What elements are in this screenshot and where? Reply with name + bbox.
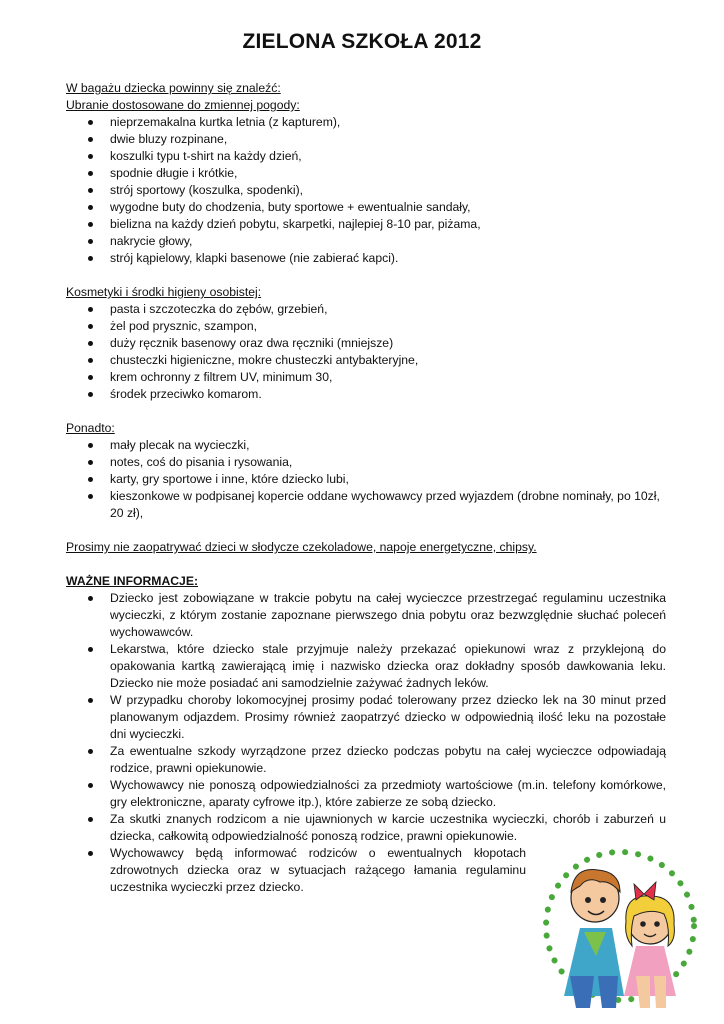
- list-item: kieszonkowe w podpisanej kopercie oddane wychowawcy przed wyjazdem (drobne nominały, po 10zł, 20 zł),: [66, 488, 666, 522]
- list-item: nakrycie głowy,: [66, 233, 666, 250]
- list-item: mały plecak na wycieczki,: [66, 437, 666, 454]
- kids-illustration: [540, 836, 700, 1008]
- clothes-list: [66, 114, 666, 267]
- list-item: duży ręcznik basenowy oraz dwa ręczniki (mniejsze): [66, 335, 666, 352]
- list-item: chusteczki higieniczne, mokre chusteczki antybakteryjne,: [66, 352, 666, 369]
- list-item: dwie bluzy rozpinane,: [66, 131, 666, 148]
- list-item: spodnie długie i krótkie,: [66, 165, 666, 182]
- list-item: Za skutki znanych rodzicom a nie ujawnionych w karcie uczestnika wycieczki, chorób i zaburzeń u dziecka, całkowitą odpowiedzialność ponoszą rodzice, prawni opiekunowie.: [66, 811, 666, 845]
- list-item: bielizna na każdy dzień pobytu, skarpetki, najlepiej 8-10 par, piżama,: [66, 216, 666, 233]
- hygiene-list: [66, 301, 666, 403]
- list-item: środek przeciwko komarom.: [66, 386, 666, 403]
- list-item: pasta i szczoteczka do zębów, grzebień,: [66, 301, 666, 318]
- document-body: [66, 80, 666, 896]
- list-item: karty, gry sportowe i inne, które dziecko lubi,: [66, 471, 666, 488]
- list-item: nieprzemakalna kurtka letnia (z kapturem),: [66, 114, 666, 131]
- list-item: strój sportowy (koszulka, spodenki),: [66, 182, 666, 199]
- list-item: notes, coś do pisania i rysowania,: [66, 454, 666, 471]
- list-item: strój kąpielowy, klapki basenowe (nie zabierać kapci).: [66, 250, 666, 267]
- list-item: krem ochronny z filtrem UV, minimum 30,: [66, 369, 666, 386]
- girl-figure: [624, 882, 676, 1008]
- extra-list: [66, 437, 666, 522]
- list-item: Dziecko jest zobowiązane w trakcie pobytu na całej wycieczce przestrzegać regulaminu uczestnika wycieczki, z którym zostanie zapoznane pierwszego dnia pobytu oraz bezwzględnie słuchać poleceń wychowawców.: [66, 590, 666, 641]
- luggage-intro: W bagażu dziecka powinny się znaleźć:: [66, 81, 281, 95]
- important-heading: WAŻNE INFORMACJE:: [66, 574, 199, 588]
- page-title: ZIELONA SZKOŁA 2012: [242, 30, 482, 53]
- clothes-heading: Ubranie dostosowane do zmiennej pogody:: [66, 98, 300, 112]
- sweets-request: Prosimy nie zaopatrywać dzieci w słodycze czekoladowe, napoje energetyczne, chipsy.: [66, 540, 537, 554]
- list-item: W przypadku choroby lokomocyjnej prosimy podać tolerowany przez dziecko lek na 30 minut przed planowanym odjazdem. Prosimy również zaopatrzyć dziecko w odpowiednią ilość leku na pozostałe dni wycieczki.: [66, 692, 666, 743]
- hygiene-heading: Kosmetyki i środki higieny osobistej:: [66, 285, 262, 299]
- extra-heading: Ponadto:: [66, 421, 115, 435]
- list-item: Lekarstwa, które dziecko stale przyjmuje należy przekazać opiekunowi wraz z przyklejoną do opakowania kartką zawierającą imię i nazwisko dziecka oraz dokładny sposób dawkowania leku. Dziecko nie może posiadać ani samodzielnie zażywać żadnych leków.: [66, 641, 666, 692]
- list-item: koszulki typu t-shirt na każdy dzień,: [66, 148, 666, 165]
- boy-figure: [564, 869, 624, 1008]
- list-item: Wychowawcy będą informować rodziców o ewentualnych kłopotach zdrowotnych dziecka oraz w sytuacjach rażącego łamania regulaminu uczestnika wycieczki przez dziecko.: [66, 845, 666, 896]
- list-item: wygodne buty do chodzenia, buty sportowe + ewentualnie sandały,: [66, 199, 666, 216]
- list-item: Wychowawcy nie ponoszą odpowiedzialności za przedmioty wartościowe (m.in. telefony komórkowe, gry elektroniczne, aparaty cyfrowe itp.), które zabierze ze sobą dziecko.: [66, 777, 666, 811]
- list-item: Za ewentualne szkody wyrządzone przez dziecko podczas pobytu na całej wycieczce odpowiadają rodzice, prawni opiekunowie.: [66, 743, 666, 777]
- list-item: żel pod prysznic, szampon,: [66, 318, 666, 335]
